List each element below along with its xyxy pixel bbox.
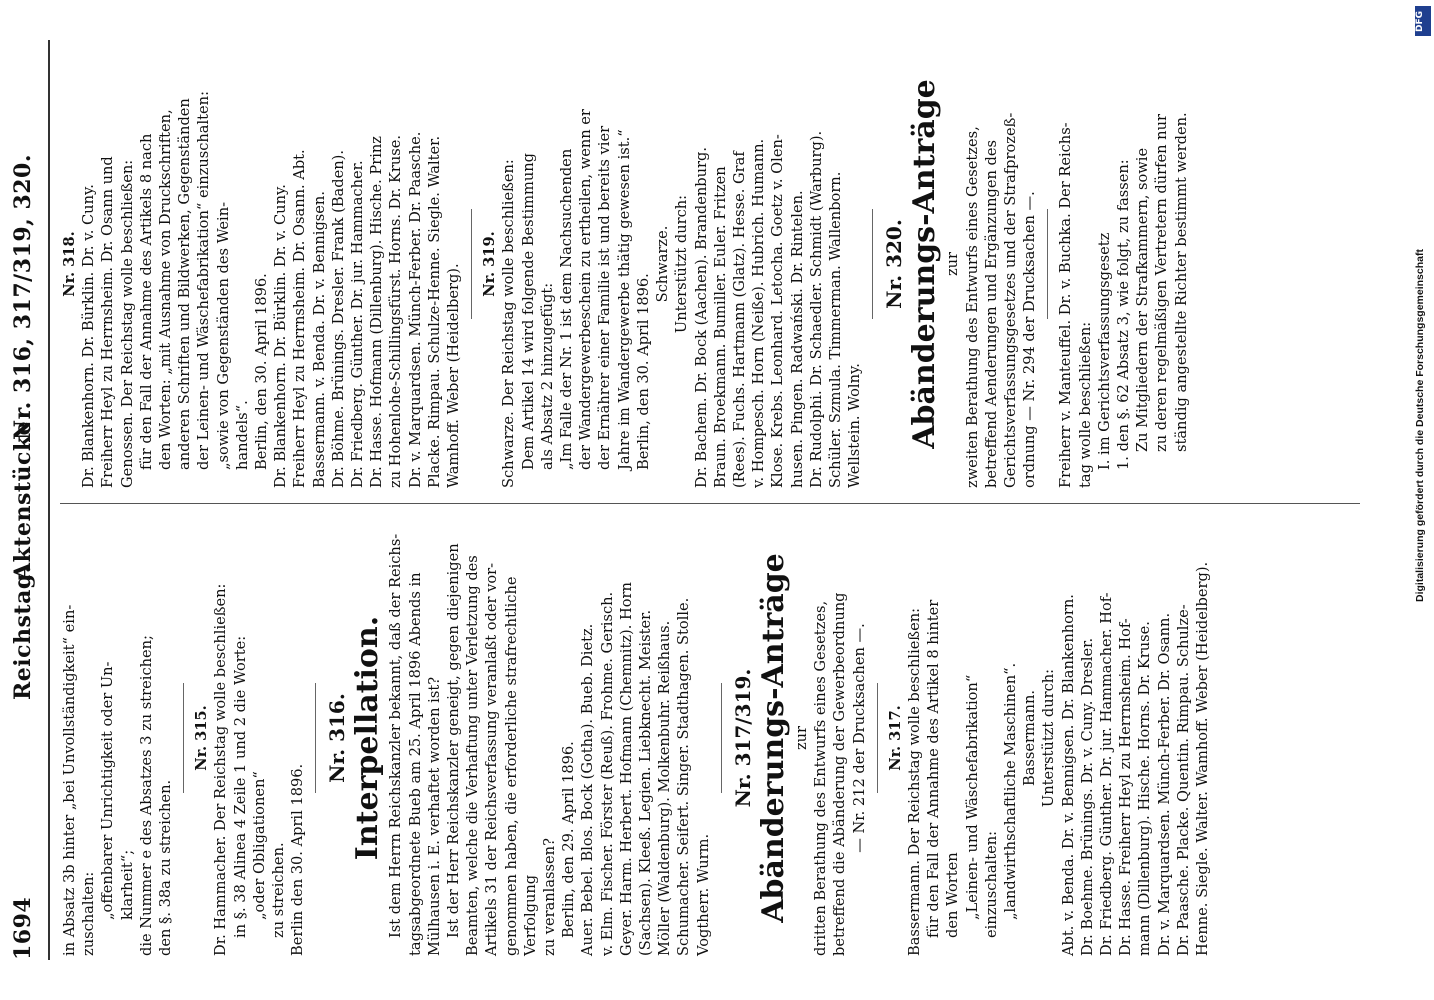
nr315-body (211, 520, 307, 956)
nr317-319-zur: zur (792, 725, 810, 751)
head-center: Aktenstücke (10, 420, 36, 580)
separator (471, 209, 472, 319)
nr316-title: Interpellation. (350, 615, 386, 861)
col1-intro (60, 520, 175, 956)
text-line: Bassermann. Der Reichstag wolle beschließen: (905, 607, 923, 956)
separator (183, 683, 184, 793)
nr319-body (499, 40, 864, 488)
text-line: den Worten: „mit Ausnahme von Druckschriften, (157, 109, 175, 470)
nr320-body (1056, 40, 1190, 488)
nr317-319-heading: Nr. 317/319. (730, 668, 755, 808)
head-left: Reichstag. (10, 565, 36, 700)
text-line: Unterstützt durch: (673, 194, 691, 334)
text-line: Wamhoff. Weber (Heidelberg). (445, 263, 463, 488)
text-line: Henne. Siegle. Walter. Wamhoff. Weber (Heidelberg). (1193, 561, 1211, 956)
text-line: tag wolle beschließen: (1076, 321, 1094, 488)
text-line: als Absatz 2 hinzugefügt: (538, 282, 556, 470)
text-line: husen. Pingen. Radwański. Dr. Rintelen. (788, 190, 806, 488)
text-line: in Absatz 3b hinter „bei Unvollständigkeit“ ein- (61, 604, 78, 956)
text-line: Möller (Waldenburg). Molkenbuhr. Reißhaus. (656, 620, 674, 956)
text-line: zu Hohenlohe-Schillingsfürst. Horns. Dr. Kruse. (387, 134, 405, 488)
text-line: Mülhausen i. E. verhaftet worden ist? (425, 676, 443, 956)
text-line: Dr. Boehme. Brünings. Dr. v. Cuny. Dresler. (1078, 637, 1096, 956)
text-line: Placke. Rimpau. Schulze-Henne. Siegle. Walter. (425, 135, 443, 488)
column-right (60, 40, 1191, 488)
text-line: anderen Schriften und Bildwerken, Gegenständen (176, 98, 194, 470)
text-line: Dr. v. Marquardsen. Münch-Ferber. Dr. Paasche. (406, 131, 424, 488)
text-line: zweiten Berathung des Entwurfs eines Gesetzes, (963, 126, 981, 488)
head-rule (48, 40, 50, 960)
text-line: zu veranlassen? (541, 838, 559, 956)
text-line: — Nr. 212 der Drucksachen —. (850, 623, 868, 853)
text-line: Schüler. Szmula. Timmerman. Wallenborn. (826, 171, 844, 488)
text-line: I. im Gerichtsverfassungsgesetz (1095, 232, 1113, 470)
text-line: Freiherr v. Manteuffel. Dr. v. Buchka. Der Reichs- (1057, 122, 1075, 488)
dfg-logo: DFG (1415, 6, 1431, 36)
nr317-319-body (811, 520, 869, 956)
text-line: Berlin, den 30. April 1896. (253, 273, 271, 470)
nr317-319-title: Abänderungs-Anträge (755, 553, 791, 923)
text-line: zu streichen. (270, 842, 288, 938)
page-number: 1694 (10, 896, 36, 960)
text-line: in §. 38 Alinea 4 Zeile 1 und 2 die Worte: (231, 635, 249, 938)
nr315-heading: Nr. 315. (193, 705, 211, 771)
text-line: Bassermann. (1021, 690, 1039, 786)
text-line: 1. den §. 62 Absatz 3, wie folgt, zu fassen: (1114, 159, 1132, 470)
text-line: einzuschalten: (982, 830, 1000, 938)
text-line: tagsabgeordnete Bueb am 25. April 1896 Abends in (406, 572, 424, 956)
text-line: (Rees). Fuchs. Hartmann (Glatz). Hesse. Graf (730, 151, 748, 488)
column-left (60, 520, 1212, 956)
head-right: Nr. 316, 317/319, 320. (10, 153, 36, 440)
text-line: Artikels 31 der Reichsverfassung veranlaßt oder vor- (483, 562, 501, 956)
text-line: betreffend die Abänderung der Gewerbeordnung (831, 592, 849, 956)
text-line: für den Fall der Annahme des Artikels 8 nach (137, 133, 155, 470)
text-line: v. Hompesch. Horn (Neiße). Hubrich. Humann. (750, 138, 768, 488)
column-divider (60, 503, 1360, 504)
separator (1047, 209, 1048, 319)
text-line: zu deren regelmäßigen Vertretern dürfen nur (1153, 114, 1171, 452)
text-line: „Im Falle der Nr. 1 ist dem Nachsuchenden (558, 148, 576, 470)
text-line: Freiherr Heyl zu Herrnsheim. Dr. Osann und (99, 156, 117, 488)
text-line: klarheit“; (118, 849, 136, 920)
text-line: Geyer. Harm. Herbert. Hofmann (Chemnitz). Horn (617, 582, 635, 956)
text-line: (Sachsen). Kleeß. Legien. Liebknecht. Meister. (637, 609, 655, 956)
text-line: Gerichtsverfassungsgesetzes und der Strafprozeß- (1001, 112, 1019, 488)
text-line: Beamten, welche die Verhaftung unter Verletzung des (464, 555, 482, 956)
text-line: Schwarze. Der Reichstag wolle beschließen: (500, 159, 518, 488)
text-line: Dr. Paasche. Placke. Quentin. Rimpau. Schulze- (1174, 604, 1192, 956)
text-line: Braun. Broekmann. Bumiller. Euler. Fritzen (711, 166, 729, 488)
text-line: Genossen. Der Reichstag wolle beschließen: (118, 159, 136, 488)
text-line: Zu Mitgliedern der Strafkammern, sowie (1134, 147, 1152, 452)
text-line: Berlin, den 29. April 1896. (560, 741, 578, 938)
text-line: Ist der Herr Reichskanzler geneigt, gegen diejenigen (445, 543, 463, 938)
dfg-credit: Digitalisierung gefördert durch die Deutsche Forschungsgemeinschaft (1414, 249, 1426, 602)
text-line: die Nummer e des Absatzes 3 zu streichen; (137, 635, 155, 956)
text-line: Dr. Blankenhorn. Dr. Bürklin. Dr. v. Cuny. (272, 184, 290, 488)
text-line: „oder Obligationen“ (250, 771, 268, 920)
text-line: „landwirthschaftliche Maschinen“. (1001, 662, 1019, 920)
text-line: Dr. Blankenhorn. Dr. Bürklin. Dr. v. Cuny. (80, 184, 98, 488)
text-line: Vogtherr. Wurm. (694, 833, 712, 956)
text-line: Bassermann. v. Benda. Dr. v. Bennigsen. (310, 191, 328, 488)
text-line: Schumacher. Seifert. Singer. Stadthagen. Stolle. (675, 597, 693, 956)
text-line: Dr. Hasse. Hofmann (Dillenburg). Hische. Prinz (368, 136, 386, 488)
text-line: Schwarze. (654, 225, 672, 303)
text-line: Berlin, den 30. April 1896. (634, 273, 652, 470)
text-line: der Ernährer einer Familie ist und bereits vier (596, 125, 614, 470)
text-line: zuschalten: (80, 871, 98, 956)
text-line: Dr. Friedberg. Günther. Dr. jur. Hammacher. (349, 160, 367, 488)
text-line: Abt. v. Benda. Dr. v. Bennigsen. Dr. Blankenhorn. (1059, 594, 1077, 956)
nr320-heading-body (963, 40, 1040, 488)
nr320-heading: Nr. 320. (882, 219, 907, 309)
text-line: genommen haben, die erforderliche strafrechtliche Verfolgung (502, 576, 539, 956)
nr317-body (905, 520, 1212, 956)
text-line: v. Elm. Fischer. Förster (Reuß). Frohme. Gerisch. (598, 591, 616, 956)
text-line: ständig angestellte Richter bestimmt werden. (1172, 112, 1190, 452)
text-line: Dr. Hammacher. Der Reichstag wolle beschließen: (212, 583, 230, 956)
text-line: dritten Berathung des Entwurfs eines Gesetzes, (812, 600, 830, 956)
text-line: der Wandergewerbeschein zu ertheilen, wenn er (577, 109, 595, 470)
text-line: Dr. Friedberg. Günther. Dr. jur. Hammacher. Hof- (1097, 592, 1115, 956)
nr319-heading: Nr. 319. (481, 231, 499, 297)
dfg-sidebar (1414, 6, 1432, 1000)
text-line: Wellstein. Wolny. (846, 363, 864, 488)
text-line: „offenbarer Unrichtigkeit oder Un- (99, 661, 117, 920)
text-line: betreffend Aenderungen und Ergänzungen des (982, 139, 1000, 488)
text-line: Dem Artikel 14 wird folgende Bestimmung (519, 152, 537, 470)
text-line: „Leinen- und Wäschefabrikation“ (963, 674, 981, 920)
text-line: für den Fall der Annahme des Artikel 8 hinter (925, 599, 943, 938)
text-line: handels“. (233, 400, 251, 470)
separator (877, 683, 878, 793)
text-line: Berlin den 30. April 1896. (289, 763, 307, 956)
text-line: „sowie von Gegenständen des Wein- (214, 201, 232, 470)
separator (315, 683, 316, 793)
text-line: Unterstützt durch: (1040, 668, 1058, 808)
nr316-heading: Nr. 316. (325, 693, 350, 783)
text-line: Dr. Böhme. Brünings. Dresler. Frank (Baden). (329, 150, 347, 488)
text-line: Freiherr Heyl zu Herrnsheim. Dr. Osann. Abt. (291, 149, 309, 488)
text-line: den §. 38a zu streichen. (157, 779, 175, 956)
text-line: mann (Dillenburg). Hische. Horns. Dr. Kruse. (1136, 621, 1154, 956)
nr317-heading: Nr. 317. (886, 705, 904, 771)
separator (872, 209, 873, 319)
text-line: ordnung — Nr. 294 der Drucksachen —. (1021, 191, 1039, 488)
text-line: Dr. Rudolphi. Dr. Schaedler. Schmidt (Warburg). (807, 130, 825, 488)
text-line: Dr. v. Marquardsen. Münch-Ferber. Dr. Osann. (1155, 612, 1173, 956)
running-head (0, 0, 60, 1000)
nr318-heading: Nr. 318. (61, 231, 78, 297)
text-line: Dr. Bachem. Dr. Bock (Aachen). Brandenburg. (692, 146, 710, 488)
text-line: den Worten (944, 852, 962, 938)
nr320-zur: zur (944, 251, 962, 277)
text-line: Klose. Krebs. Leonhard. Letocha. Goetz v. Olen- (769, 134, 787, 488)
text-line: der Leinen- und Wäschefabrikation“ einzuschalten: (195, 91, 213, 470)
text-line: Auer. Bebel. Blos. Bock (Gotha). Bueb. Dietz. (579, 623, 597, 956)
separator (721, 683, 722, 793)
text-line: Jahre im Wandergewerbe thätig gewesen ist.“ (615, 129, 633, 470)
nr316-body (386, 520, 712, 956)
nr320-title: Abänderungs-Anträge (907, 79, 943, 449)
nr318-body (79, 40, 463, 488)
text-line: Ist dem Herrn Reichskanzler bekannt, daß der Reichs- (387, 533, 405, 938)
text-line: Dr. Hasse. Freiherr Heyl zu Herrnsheim. Hof- (1117, 618, 1135, 956)
